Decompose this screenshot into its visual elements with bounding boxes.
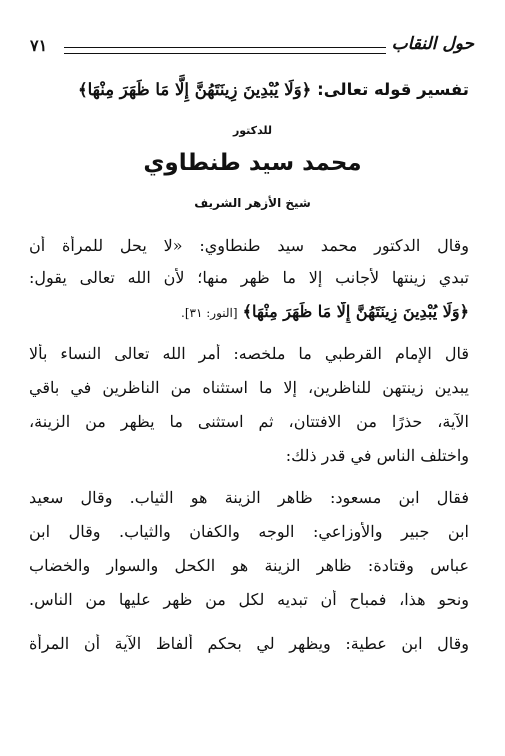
- body-line: ونحو هذا، فمباح أن تبديه لكل من ظهر عليها من الناس.: [29, 590, 469, 609]
- body-line: عباس وقتادة: ظاهر الزينة هو الكحل والسوار والخضاب: [29, 556, 469, 575]
- body-line: تبدي زينتها لأجانب إلا ما ظهر منها؛ لأن الله تعالى يقول:: [29, 268, 469, 287]
- header-rule: [64, 47, 386, 54]
- running-header: [28, 34, 474, 64]
- body-line: قال الإمام القرطبي ما ملخصه: أمر الله تعالى النساء بألا: [29, 344, 469, 363]
- body-line: واختلف الناس في قدر ذلك:: [285, 446, 469, 465]
- byline: للدكتور: [232, 124, 273, 137]
- body-line: فقال ابن مسعود: ظاهر الزينة هو الثياب. وقال سعيد: [29, 488, 469, 507]
- inline-verse: ﴿وَلَا يُبْدِينَ زِينَتَهُنَّ إِلَّا مَا ظَهَرَ مِنْهَا﴾: [242, 302, 469, 321]
- title-label: تفسير قوله تعالى:: [317, 80, 469, 99]
- author-role: شيخ الأزهر الشريف: [194, 196, 311, 210]
- body-line: وقال ابن عطية: ويظهر لي بحكم ألفاظ الآية أن المرأة: [29, 634, 469, 653]
- verse-citation: [النور: ٣١].: [181, 306, 238, 320]
- body-line: ابن جبير والأوزاعي: الوجه والكفان والثياب. وقال ابن: [29, 522, 469, 541]
- article-title: [29, 80, 469, 99]
- verse-line: [29, 302, 469, 323]
- author-name: محمد سيد طنطاوي: [143, 150, 362, 176]
- body-line: يبدين زينتهن للناظرين، إلا ما استثناه من الناظرين في باقي: [29, 378, 469, 397]
- title-verse: ﴿وَلَا يُبْدِينَ زِينَتَهُنَّ إِلَّا مَا ظَهَرَ مِنْهَا﴾: [77, 80, 312, 99]
- body-line: الآية، حذرًا من الافتتان، ثم استثنى ما يظهر من الزينة،: [29, 412, 469, 431]
- page-number: ٧١: [30, 36, 48, 55]
- body-line: وقال الدكتور محمد سيد طنطاوي: «لا يحل للمرأة أن: [29, 236, 469, 255]
- running-title: حول النقاب: [391, 34, 474, 54]
